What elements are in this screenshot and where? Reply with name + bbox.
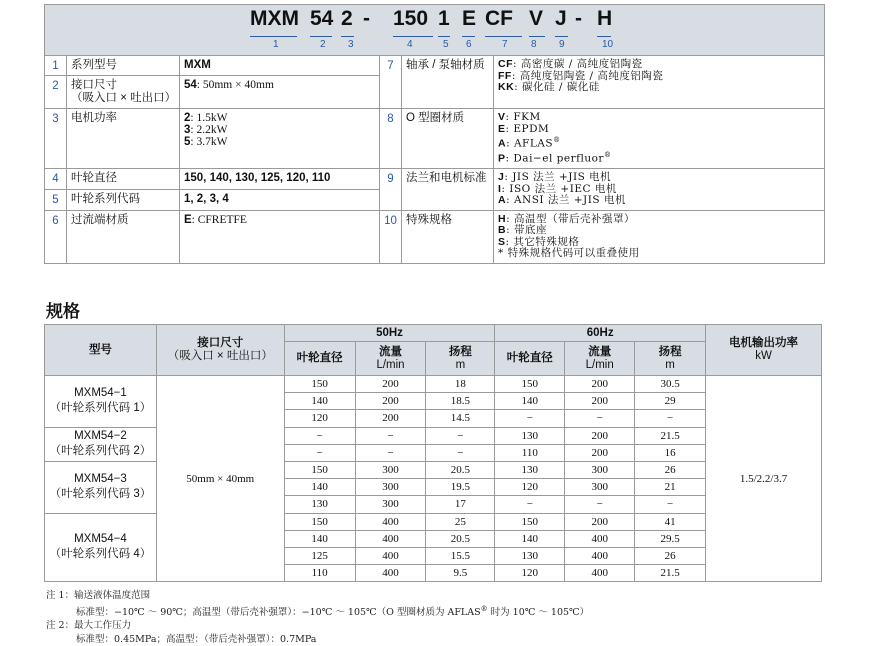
header-flow-50: 流量 L/min	[355, 342, 426, 376]
value-cell: −	[284, 444, 355, 461]
code-segment: J	[555, 7, 567, 30]
code-segment: MXM	[250, 7, 299, 30]
header-model: 型号	[45, 325, 157, 376]
model-cell: MXM54−4 （叶轮系列代码 4）	[45, 513, 157, 582]
value-cell: 300	[355, 479, 426, 496]
row-name: 特殊规格	[402, 210, 494, 263]
row-value: MXM	[180, 56, 380, 76]
value-cell: 200	[565, 444, 635, 461]
value-cell: 21	[635, 479, 706, 496]
header-power-unit: kW	[755, 350, 772, 362]
note-line: 标准型：0.45MPa；高温型：（带后壳补强罩）：0.7MPa	[76, 633, 317, 645]
row-index: 3	[45, 109, 67, 169]
code-underline	[462, 36, 475, 37]
row-name: 法兰和电机标准	[402, 169, 494, 211]
value-cell: 29	[635, 393, 706, 410]
row-name: 过流端材质	[67, 210, 180, 263]
code-underline	[485, 36, 522, 37]
code-segment: 150	[393, 7, 429, 30]
value-cell: 150	[495, 513, 565, 530]
value-cell: −	[426, 427, 495, 444]
header-power-label: 电机输出功率	[729, 337, 799, 349]
header-impeller-50: 叶轮直径	[284, 342, 355, 376]
row-index: 1	[45, 56, 67, 76]
value-cell: −	[565, 496, 635, 513]
header-flow-60: 流量 L/min	[565, 342, 635, 376]
value-cell: 130	[495, 461, 565, 478]
value-cell: −	[284, 427, 355, 444]
value-cell: 300	[565, 479, 635, 496]
value-cell: 200	[355, 376, 426, 393]
spec-table	[44, 324, 822, 582]
row-index: 2	[45, 76, 67, 109]
value-cell: 130	[495, 547, 565, 564]
value-cell: −	[426, 444, 495, 461]
header-50hz: 50Hz	[284, 325, 495, 342]
code-segment: V	[529, 7, 544, 30]
value-cell: 140	[284, 393, 355, 410]
header-port-label: 接口尺寸	[197, 337, 244, 349]
code-underline	[250, 36, 297, 37]
value-cell: 200	[355, 410, 426, 427]
value-cell: 18.5	[426, 393, 495, 410]
value-cell: 110	[284, 565, 355, 582]
value-cell: 25	[426, 513, 495, 530]
value-cell: 21.5	[635, 565, 706, 582]
value-cell: 200	[565, 427, 635, 444]
row-index: 9	[380, 169, 402, 211]
code-segment: CF	[485, 7, 513, 30]
value-cell: 400	[565, 530, 635, 547]
row-name: 电机功率	[67, 109, 180, 169]
value-cell: 140	[284, 479, 355, 496]
model-code-string	[45, 5, 824, 55]
value-cell: 150	[284, 513, 355, 530]
code-number: 6	[466, 39, 472, 50]
value-cell: 18	[426, 376, 495, 393]
model-cell: MXM54−2 （叶轮系列代码 2）	[45, 427, 157, 461]
row-value: E: CFRETFE	[180, 210, 380, 263]
value-cell: 16	[635, 444, 706, 461]
row-value: 150, 140, 130, 125, 120, 110	[180, 169, 380, 190]
code-segment: -	[575, 7, 582, 30]
value-cell: 150	[284, 461, 355, 478]
value-cell: 200	[565, 393, 635, 410]
row-name: 叶轮系列代码	[67, 189, 180, 210]
code-number: 3	[348, 39, 354, 50]
code-number: 4	[407, 39, 413, 50]
value-cell: 110	[495, 444, 565, 461]
value-cell: 140	[495, 530, 565, 547]
value-cell: 150	[495, 376, 565, 393]
value-cell: 125	[284, 547, 355, 564]
row-index: 5	[45, 189, 67, 210]
code-number: 10	[602, 39, 614, 50]
value-cell: 200	[565, 513, 635, 530]
model-code-header	[45, 5, 825, 56]
notes	[46, 589, 589, 646]
row-index: 6	[45, 210, 67, 263]
value-cell: −	[355, 427, 426, 444]
value-cell: 130	[495, 427, 565, 444]
value-cell: 26	[635, 461, 706, 478]
row-value: H: 高温型（带后壳补强罩） B: 带底座 S: 其它特殊规格 * 特殊规格代码可以重叠使用	[494, 210, 825, 263]
row-name: 系列型号	[67, 56, 180, 76]
header-port-sub: （吸入口 × 吐出口）	[167, 350, 273, 362]
power-cell: 1.5/2.2/3.7	[706, 376, 822, 582]
header-impeller-60: 叶轮直径	[495, 342, 565, 376]
value-cell: 41	[635, 513, 706, 530]
header-power	[706, 325, 822, 376]
code-segment: E	[462, 7, 477, 30]
row-value: 54: 50mm × 40mm	[180, 76, 380, 109]
code-segment: 2	[341, 7, 353, 30]
value-cell: 9.5	[426, 565, 495, 582]
value-cell: 120	[284, 410, 355, 427]
model-cell: MXM54−1 （叶轮系列代码 1）	[45, 376, 157, 428]
table-row	[45, 376, 822, 393]
row-name: 接口尺寸 （吸入口 × 吐出口）	[67, 76, 180, 109]
code-number: 8	[531, 39, 537, 50]
code-underline	[555, 36, 568, 37]
header-port	[156, 325, 284, 376]
row-name: 轴承 / 泵轴材质	[402, 56, 494, 109]
value-cell: −	[635, 496, 706, 513]
value-cell: 26	[635, 547, 706, 564]
value-cell: 20.5	[426, 530, 495, 547]
value-cell: 400	[355, 565, 426, 582]
row-value: V: FKM E: EPDM A: AFLAS® P: Dai−el perfluor®	[494, 109, 825, 169]
value-cell: −	[565, 410, 635, 427]
value-cell: −	[495, 410, 565, 427]
code-number: 7	[502, 39, 508, 50]
row-index: 10	[380, 210, 402, 263]
value-cell: 400	[565, 547, 635, 564]
value-cell: 150	[284, 376, 355, 393]
header-head-50: 扬程 m	[426, 342, 495, 376]
row-index: 8	[380, 109, 402, 169]
note-line: 标准型：−10℃ ～ 90℃；高温型（带后壳补强罩）：−10℃ ～ 105℃（O 型圈材质为 AFLAS® 时为 10℃ ～ 105℃）	[76, 604, 590, 618]
row-index: 7	[380, 56, 402, 109]
code-underline	[310, 36, 332, 37]
value-cell: 21.5	[635, 427, 706, 444]
row-value: CF: 高密度碳 / 高纯度铝陶瓷 FF: 高纯度铝陶瓷 / 高纯度铝陶瓷 KK: 碳化硅 / 碳化硅	[494, 56, 825, 109]
row-value: 2: 1.5kW 3: 2.2kW 5: 3.7kW	[180, 109, 380, 169]
code-underline	[438, 36, 450, 37]
row-name: O 型圈材质	[402, 109, 494, 169]
code-segment: -	[363, 7, 370, 30]
code-number: 9	[559, 39, 565, 50]
value-cell: 140	[495, 393, 565, 410]
spec-title: 规格	[46, 302, 80, 321]
port-size-cell: 50mm × 40mm	[156, 376, 284, 582]
code-segment: 1	[438, 7, 450, 30]
note-line: 注 1：输送液体温度范围	[46, 590, 151, 601]
value-cell: −	[355, 444, 426, 461]
code-underline	[529, 36, 545, 37]
value-cell: 300	[355, 461, 426, 478]
header-head-60: 扬程 m	[635, 342, 706, 376]
row-index: 4	[45, 169, 67, 190]
value-cell: 400	[355, 513, 426, 530]
value-cell: 29.5	[635, 530, 706, 547]
row-name: 叶轮直径	[67, 169, 180, 190]
code-underline	[597, 36, 611, 37]
model-code-table	[44, 4, 825, 264]
value-cell: 400	[565, 565, 635, 582]
value-cell: 300	[565, 461, 635, 478]
value-cell: 140	[284, 530, 355, 547]
code-number: 5	[443, 39, 449, 50]
row-value: J: JIS 法兰 +JIS 电机 I: ISO 法兰 +IEC 电机 A: ANSI 法兰 +JIS 电机	[494, 169, 825, 211]
code-underline	[341, 36, 354, 37]
row-value: 1, 2, 3, 4	[180, 189, 380, 210]
header-60hz: 60Hz	[495, 325, 706, 342]
value-cell: 120	[495, 565, 565, 582]
code-segment: H	[597, 7, 613, 30]
code-segment: 54	[310, 7, 334, 30]
value-cell: −	[635, 410, 706, 427]
value-cell: 15.5	[426, 547, 495, 564]
value-cell: 17	[426, 496, 495, 513]
value-cell: 300	[355, 496, 426, 513]
code-number: 1	[273, 39, 279, 50]
value-cell: −	[495, 496, 565, 513]
value-cell: 19.5	[426, 479, 495, 496]
value-cell: 200	[565, 376, 635, 393]
value-cell: 400	[355, 547, 426, 564]
note-line: 注 2：最大工作压力	[46, 620, 132, 632]
value-cell: 30.5	[635, 376, 706, 393]
code-number: 2	[320, 39, 326, 50]
value-cell: 120	[495, 479, 565, 496]
value-cell: 20.5	[426, 461, 495, 478]
model-cell: MXM54−3 （叶轮系列代码 3）	[45, 461, 157, 513]
value-cell: 200	[355, 393, 426, 410]
value-cell: 400	[355, 530, 426, 547]
value-cell: 130	[284, 496, 355, 513]
value-cell: 14.5	[426, 410, 495, 427]
code-underline	[393, 36, 433, 37]
